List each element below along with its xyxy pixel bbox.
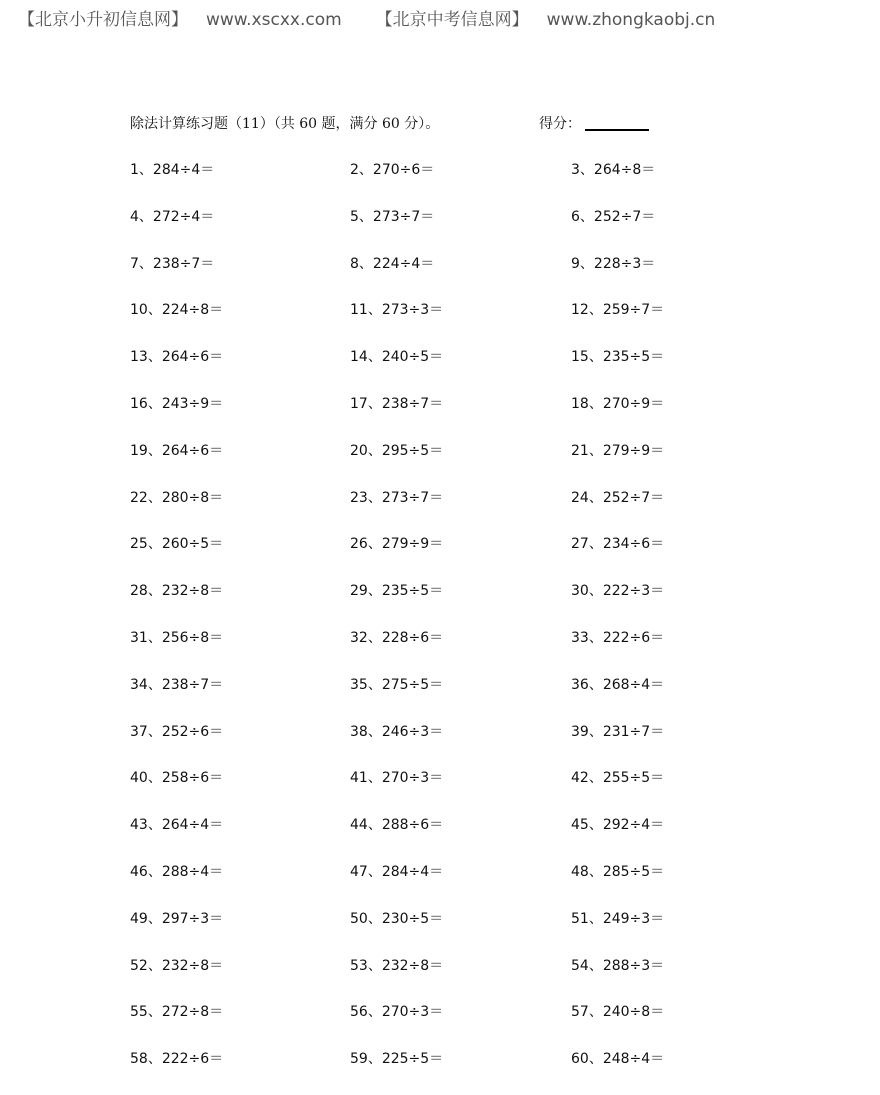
problem-item: 38、246÷3＝ [350, 723, 444, 740]
problem-item: 37、252÷6＝ [130, 723, 224, 740]
site-header [18, 5, 733, 30]
problem-item: 26、279÷9＝ [350, 536, 444, 553]
problem-item: 8、224÷4＝ [350, 255, 435, 272]
worksheet-title: 除法计算练习题（11）（共 60 题，满分 60 分）。 [130, 116, 440, 132]
problem-item: 50、230÷5＝ [350, 910, 444, 927]
problem-item: 29、235÷5＝ [350, 583, 444, 600]
problem-item: 55、272÷8＝ [130, 1004, 224, 1021]
problem-item: 1、284÷4＝ [130, 162, 215, 178]
problem-item: 18、270÷9＝ [571, 395, 665, 412]
problem-item: 46、288÷4＝ [130, 863, 224, 880]
problem-item: 28、232÷8＝ [130, 583, 224, 600]
problem-item: 54、288÷3＝ [571, 957, 665, 974]
site2-url[interactable]: www.zhongkaobj.cn [546, 10, 716, 30]
problem-item: 44、288÷6＝ [350, 817, 444, 834]
problem-item: 39、231÷7＝ [571, 723, 665, 740]
problem-item: 21、279÷9＝ [571, 442, 665, 459]
problem-item: 41、270÷3＝ [350, 770, 444, 787]
problem-item: 27、234÷6＝ [571, 536, 665, 553]
worksheet-title-row [130, 113, 730, 137]
problem-item: 5、273÷7＝ [350, 208, 435, 225]
problem-item: 11、273÷3＝ [350, 302, 444, 319]
site1-url[interactable]: www.xscxx.com [206, 10, 342, 30]
problem-item: 2、270÷6＝ [350, 162, 435, 178]
problem-item: 57、240÷8＝ [571, 1004, 665, 1021]
problem-item: 51、249÷3＝ [571, 910, 665, 927]
score-blank-line [585, 115, 649, 131]
problem-item: 7、238÷7＝ [130, 255, 215, 272]
problem-item: 9、228÷3＝ [571, 255, 656, 272]
problem-item: 60、248÷4＝ [571, 1051, 665, 1068]
problem-item: 3、264÷8＝ [571, 162, 656, 178]
problem-item: 6、252÷7＝ [571, 208, 656, 225]
problem-item: 22、280÷8＝ [130, 489, 224, 506]
problem-item: 23、273÷7＝ [350, 489, 444, 506]
problem-item: 14、240÷5＝ [350, 349, 444, 366]
site2-label: 【北京中考信息网】 [375, 10, 529, 30]
problem-item: 16、243÷9＝ [130, 395, 224, 412]
problem-item: 20、295÷5＝ [350, 442, 444, 459]
problem-item: 36、268÷4＝ [571, 676, 665, 693]
problem-item: 24、252÷7＝ [571, 489, 665, 506]
problem-item: 52、232÷8＝ [130, 957, 224, 974]
problem-item: 48、285÷5＝ [571, 863, 665, 880]
problem-item: 53、232÷8＝ [350, 957, 444, 974]
problem-item: 43、264÷4＝ [130, 817, 224, 834]
problem-item: 15、235÷5＝ [571, 349, 665, 366]
problem-item: 33、222÷6＝ [571, 629, 665, 646]
problem-item: 47、284÷4＝ [350, 863, 444, 880]
problem-grid [130, 159, 810, 1095]
problem-item: 42、255÷5＝ [571, 770, 665, 787]
problem-item: 40、258÷6＝ [130, 770, 224, 787]
score-field [539, 113, 649, 133]
site1-label: 【北京小升初信息网】 [18, 10, 188, 30]
problem-item: 12、259÷7＝ [571, 302, 665, 319]
problem-item: 13、264÷6＝ [130, 349, 224, 366]
problem-item: 59、225÷5＝ [350, 1051, 444, 1068]
problem-item: 31、256÷8＝ [130, 629, 224, 646]
problem-item: 45、292÷4＝ [571, 817, 665, 834]
problem-item: 34、238÷7＝ [130, 676, 224, 693]
problem-item: 35、275÷5＝ [350, 676, 444, 693]
problem-item: 17、238÷7＝ [350, 395, 444, 412]
problem-item: 10、224÷8＝ [130, 302, 224, 319]
problem-item: 25、260÷5＝ [130, 536, 224, 553]
score-label: 得分： [539, 116, 581, 132]
problem-item: 56、270÷3＝ [350, 1004, 444, 1021]
problem-item: 49、297÷3＝ [130, 910, 224, 927]
problem-item: 58、222÷6＝ [130, 1051, 224, 1068]
problem-item: 4、272÷4＝ [130, 208, 215, 225]
problem-item: 32、228÷6＝ [350, 629, 444, 646]
problem-item: 19、264÷6＝ [130, 442, 224, 459]
problem-item: 30、222÷3＝ [571, 583, 665, 600]
